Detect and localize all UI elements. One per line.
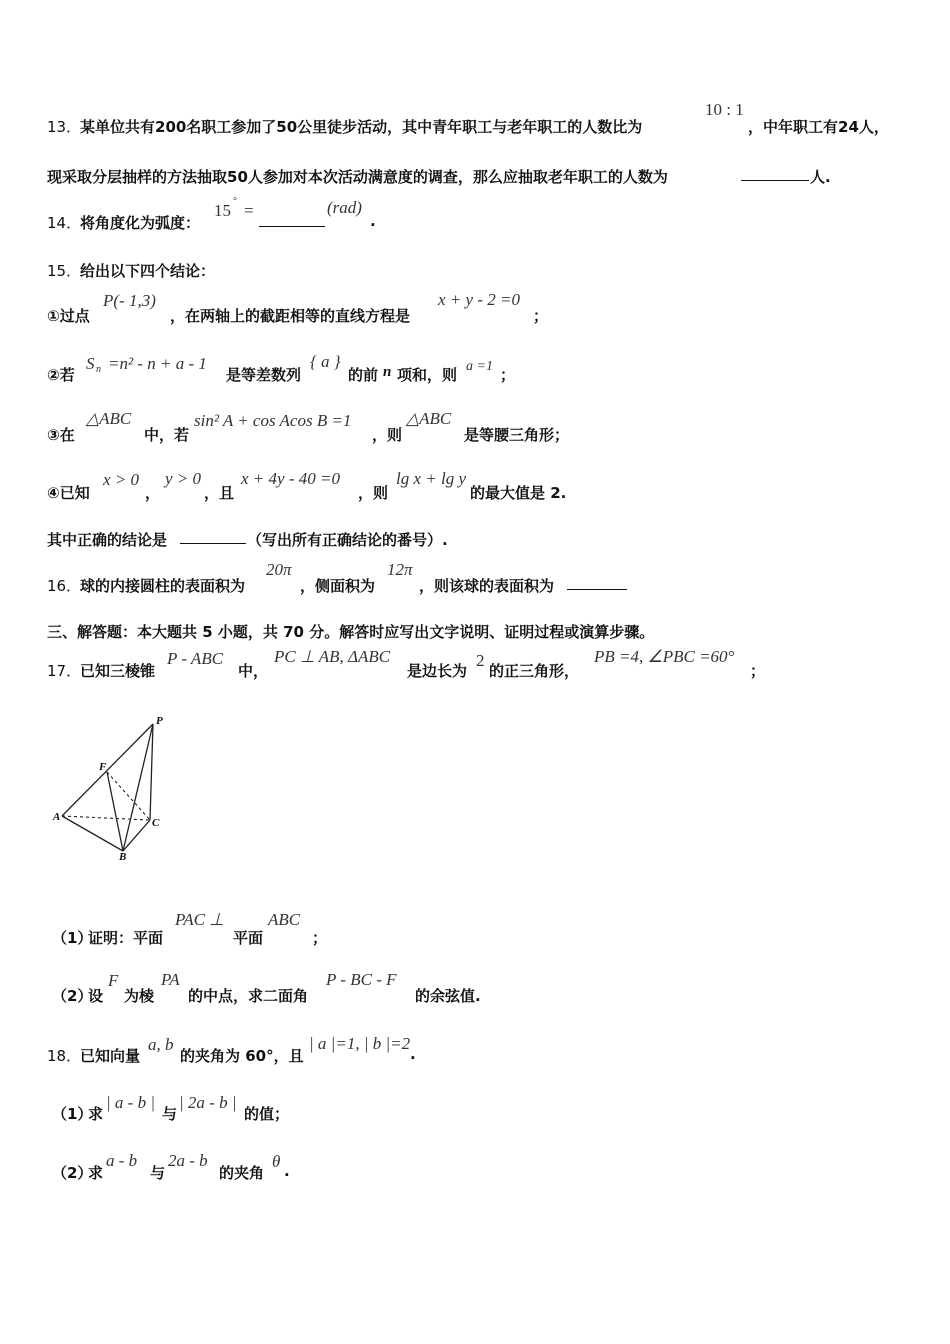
math-length: 2 [476,651,485,670]
question-number: 18． [47,1047,82,1065]
question-text: ； [533,307,549,325]
question-text: 的夹角 [219,1164,265,1182]
question-text: ，则 [358,484,389,502]
question-text: 中，若 [144,426,190,444]
question-text: ，且 [204,484,235,502]
question-text: （写出所有正确结论的番号）. [247,531,448,549]
math-unit: (rad) [327,198,362,217]
question-number: 15． [47,262,82,280]
math-triangle: △ABC [86,409,132,428]
label-a: A [53,811,61,823]
question-text: 某单位共有200名职工参加了50公里徒步活动，其中青年职工与老年职工的人数比为 [80,118,643,136]
math-sequence: { a } [310,352,341,371]
question-text: 其中正确的结论是 [47,531,168,549]
edge-pa [62,724,153,816]
math-expression: a - b [106,1151,138,1170]
math-y: y > 0 [165,469,202,488]
question-number: 16． [47,577,82,595]
question-number: 17． [47,662,82,680]
math-vectors: a, b [148,1035,174,1054]
edge-pc [150,724,153,820]
label-f: F [99,761,107,773]
question-number: 13． [47,118,82,136]
edge-ab [62,816,123,851]
answer-blank [567,575,627,590]
question-text: . [410,1045,416,1063]
question-text: 求 [88,1105,104,1123]
degree-mark: ° [233,196,237,207]
math-x: x > 0 [103,470,140,489]
section-heading: 三、解答题：本大题共 5 小题，共 70 分。解答时应写出文字说明、证明过程或演算步骤。 [47,623,655,641]
conclusion-3: ③在 [47,426,75,444]
question-text: ； [750,662,766,680]
conclusion-1: ①过点 [47,307,90,325]
math-equals: = [244,201,254,220]
question-text: 给出以下四个结论： [80,262,216,280]
question-text: 的最大值是 2. [470,484,567,502]
math-equation: x + y - 2 =0 [438,290,520,309]
question-number: 14． [47,214,82,232]
conclusion-4: ④已知 [47,484,90,502]
sub-question-2: （2） [52,987,93,1005]
question-text: 中， [238,662,269,680]
question-text: 人. [810,168,831,186]
math-equation: sin² A + cos Acos B =1 [194,411,352,430]
question-text: 求 [88,1164,104,1182]
question-text: 的正三角形， [489,662,580,680]
math-condition: PB =4, ∠PBC =60° [594,647,735,666]
conclusion-2: ②若 [47,366,75,384]
math-log: lg x + lg y [396,469,467,488]
math-equation: x + 4y - 40 =0 [241,469,340,488]
edge-fc-hidden [107,772,150,820]
subscript-n: n [96,364,101,375]
question-text: 是等差数列 [226,366,302,384]
question-text: . [284,1162,290,1180]
question-text: ，则 [372,426,403,444]
question-text: 的值； [244,1105,290,1123]
question-text: n [383,364,392,380]
math-sn: S [86,354,95,373]
math-expression: | 2a - b | [179,1093,237,1112]
question-text: ，侧面积为 [300,577,376,595]
question-text: 已知向量 [80,1047,141,1065]
math-plane: PAC ⊥ [175,910,224,929]
math-condition: PC ⊥ AB, ΔABC [274,647,391,666]
question-text: 设 [88,987,104,1005]
label-p: P [156,715,163,727]
math-expression: 2a - b [168,1151,208,1170]
label-b: B [119,851,127,862]
math-triangle: △ABC [406,409,452,428]
question-text: 平面 [233,929,264,947]
question-text: ； [500,366,516,384]
math-value: 12π [387,560,413,579]
math-degree: 15 [214,201,231,220]
math-f: F [108,971,119,990]
math-expression: | a - b | [106,1093,156,1112]
question-text: 是边长为 [407,662,468,680]
question-text: ，中年职工有24人， [748,118,889,136]
question-text: ， [145,484,161,502]
question-text: 项和，则 [397,366,458,384]
answer-blank [180,529,246,544]
question-text: 与 [162,1105,178,1123]
question-text: . [370,212,376,230]
question-text: ，则该球的表面积为 [419,577,555,595]
sub-question-1: （1） [52,1105,93,1123]
answer-blank [741,166,809,181]
question-text: 已知三棱锥 [80,662,156,680]
math-pa: PA [161,970,180,989]
math-point: P(- 1,3) [103,291,156,310]
question-text: 是等腰三角形； [464,426,570,444]
question-text: 球的内接圆柱的表面积为 [80,577,246,595]
math-value: 20π [266,560,292,579]
sub-question-1: （1） [52,929,93,947]
math-plane: ABC [268,910,301,929]
math-ratio: 10 : 1 [705,100,744,119]
question-text: ； [312,929,328,947]
question-text: 的夹角为 60°，且 [180,1047,304,1065]
math-theta: θ [272,1152,281,1171]
math-expression: =n² - n + a - 1 [108,354,207,373]
answer-blank [259,212,325,227]
math-equation: a =1 [466,359,493,374]
question-text: 的余弦值. [415,987,481,1005]
question-text: 为棱 [124,987,155,1005]
label-c: C [152,817,160,829]
edge-pb [123,724,153,851]
question-text: 将角度化为弧度： [80,214,201,232]
math-condition: | a |=1, | b |=2 [309,1034,411,1053]
edge-fb [107,772,123,851]
math-dihedral: P - BC - F [326,970,397,989]
math-pyramid: P - ABC [167,649,224,668]
pyramid-figure [52,712,182,862]
question-text: 与 [150,1164,166,1182]
question-text: 现采取分层抽样的方法抽取50人参加对本次活动满意度的调查，那么应抽取老年职工的人数为 [47,168,668,186]
question-text: 的前 [348,366,379,384]
question-text: 的中点，求二面角 [188,987,309,1005]
edge-ac-hidden [62,816,150,820]
question-text: ，在两轴上的截距相等的直线方程是 [170,307,411,325]
question-text: 证明：平面 [88,929,164,947]
sub-question-2: （2） [52,1164,93,1182]
